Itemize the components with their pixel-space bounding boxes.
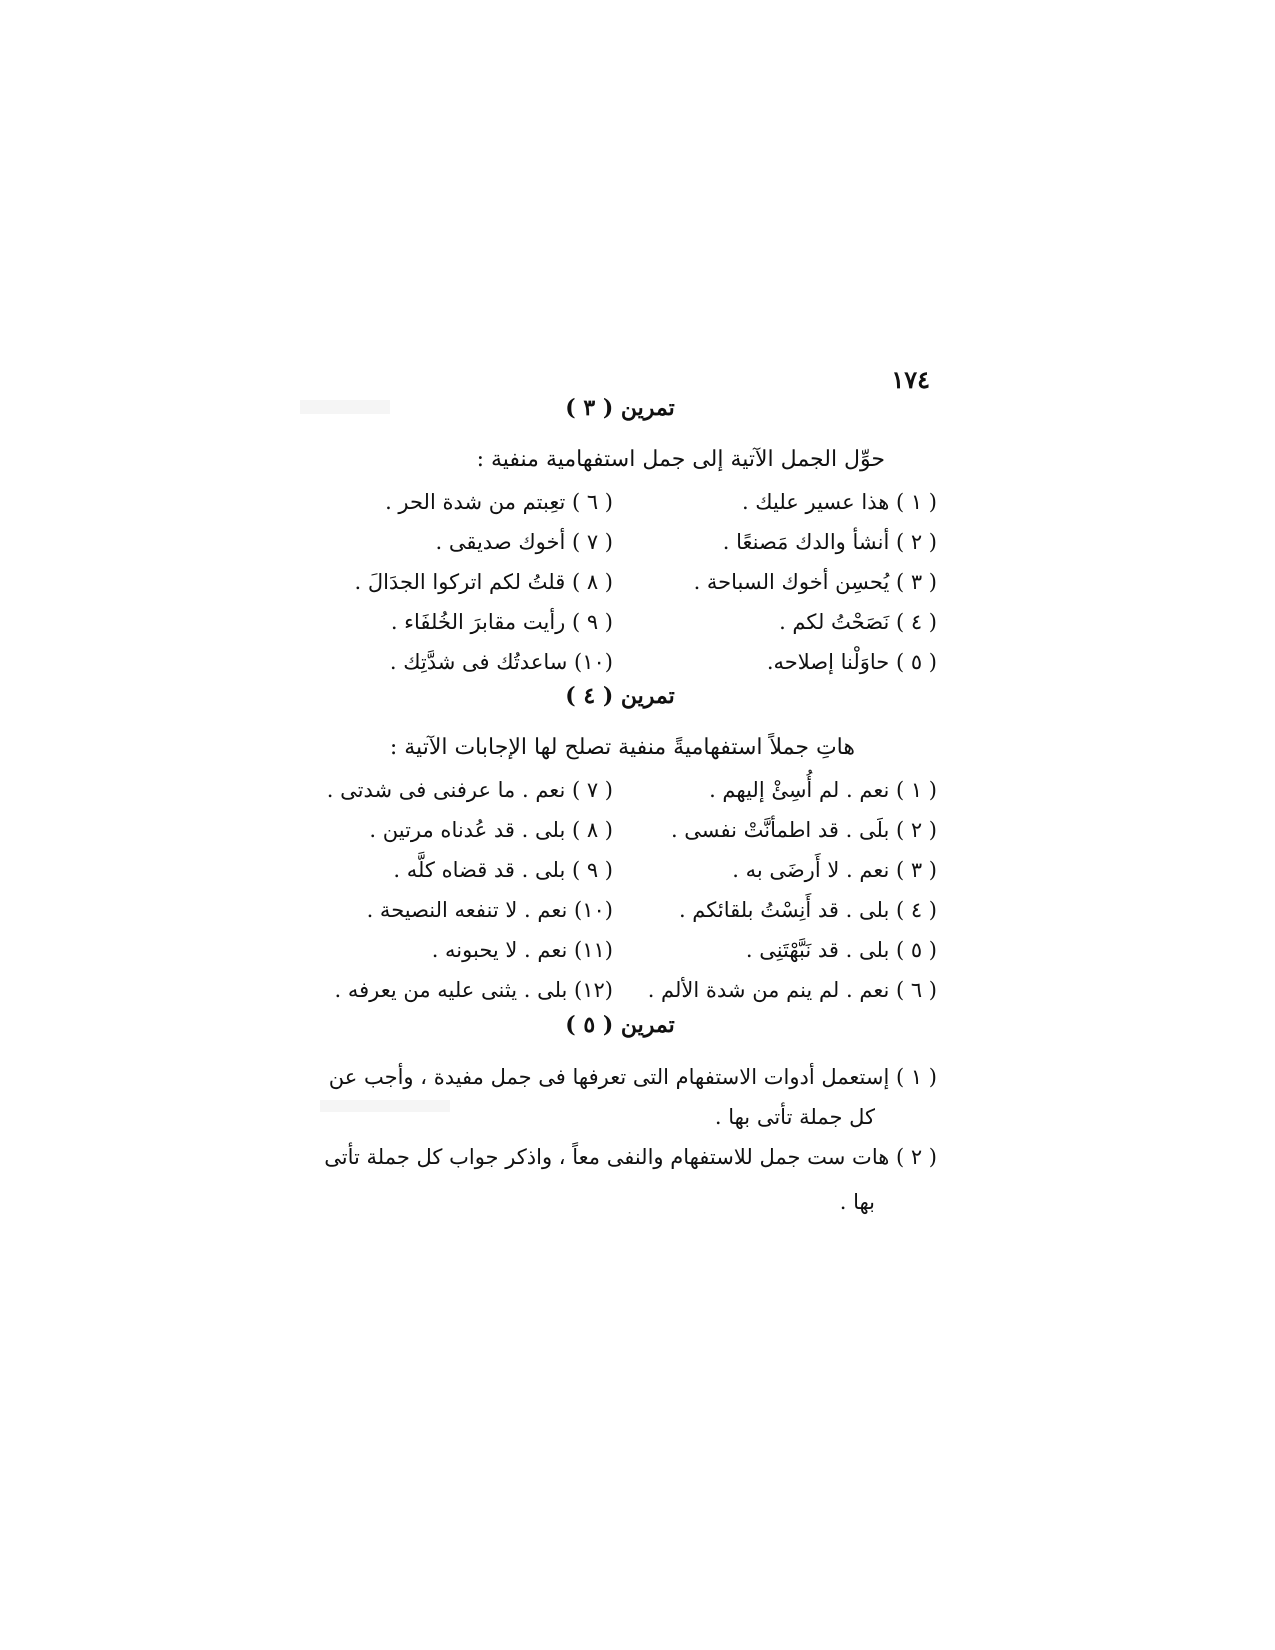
exercise-4-instruction: هاتِ جملاً استفهاميةً منفية تصلح لها الإجابات الآتية : bbox=[389, 735, 855, 760]
ex5-item-2-line-1: ( ٢ ) هات ست جمل للاستفهام والنفى معاً ، واذكر جواب كل جملة تأتى bbox=[324, 1145, 937, 1169]
ex4-item: ( ٤ ) بلى . قد أَنِسْتُ بلقائكم . bbox=[678, 898, 937, 922]
ex4-item: ( ٢ ) بلَى . قد اطمأنَّتْ نفسى . bbox=[670, 818, 937, 842]
ex4-item: (١٢) بلى . يثنى عليه من يعرفه . bbox=[334, 978, 613, 1002]
exercise-5-heading: تمرين ( ٥ ) bbox=[565, 1012, 675, 1038]
ex3-item: ( ٢ ) أنشأ والدك مَصنعًا . bbox=[722, 530, 937, 554]
ex5-item-1-line-1: ( ١ ) إستعمل أدوات الاستفهام التى تعرفها فى جمل مفيدة ، وأجب عن bbox=[328, 1065, 937, 1089]
exercise-3-instruction: حوِّل الجمل الآتية إلى جمل استفهامية منفية : bbox=[476, 447, 885, 472]
ex4-item: (١٠) نعم . لا تنفعه النصيحة . bbox=[366, 898, 613, 922]
ex4-item: ( ٩ ) بلى . قد قضاه كلَّه . bbox=[393, 858, 613, 882]
ex5-item-2-line-2: بها . bbox=[839, 1190, 875, 1214]
ex4-item: ( ٣ ) نعم . لا أَرضَى به . bbox=[732, 858, 937, 882]
exercise-3-heading: تمرين ( ٣ ) bbox=[565, 395, 675, 421]
ex3-item: ( ٥ ) حاوَلْنا إصلاحه. bbox=[766, 650, 937, 674]
ex4-item: ( ٦ ) نعم . لم ينم من شدة الألم . bbox=[647, 978, 937, 1002]
exercise-4-heading: تمرين ( ٤ ) bbox=[565, 683, 675, 709]
ex3-item: ( ٦ ) تعِبتم من شدة الحر . bbox=[385, 490, 613, 514]
ex3-item: ( ٨ ) قلتُ لكم اتركوا الجدَالَ . bbox=[354, 570, 613, 594]
scan-noise bbox=[320, 1100, 450, 1112]
ex4-item: (١١) نعم . لا يحبونه . bbox=[431, 938, 613, 962]
ex3-item: ( ١ ) هذا عسير عليك . bbox=[741, 490, 937, 514]
ex5-item-1-line-2: كل جملة تأتى بها . bbox=[714, 1105, 875, 1129]
ex4-item: ( ١ ) نعم . لم أُسِئْ إليهم . bbox=[709, 778, 937, 802]
ex3-item: ( ٤ ) نَصَحْتُ لكم . bbox=[779, 610, 937, 634]
ex4-item: ( ٨ ) بلى . قد عُدناه مرتين . bbox=[369, 818, 613, 842]
ex3-item: (١٠) ساعدتُك فى شدَّتِك . bbox=[389, 650, 613, 674]
scan-noise bbox=[300, 400, 390, 414]
ex3-item: ( ٧ ) أخوك صديقى . bbox=[435, 530, 613, 554]
ex4-item: ( ٥ ) بلى . قد نَبَّهْتَنِى . bbox=[745, 938, 937, 962]
ex3-item: ( ٣ ) يُحسِن أخوك السباحة . bbox=[693, 570, 937, 594]
ex4-item: ( ٧ ) نعم . ما عرفنى فى شدتى . bbox=[326, 778, 613, 802]
ex3-item: ( ٩ ) رأيت مقابرَ الخُلفَاء . bbox=[390, 610, 613, 634]
page-number: ١٧٤ bbox=[891, 365, 930, 394]
